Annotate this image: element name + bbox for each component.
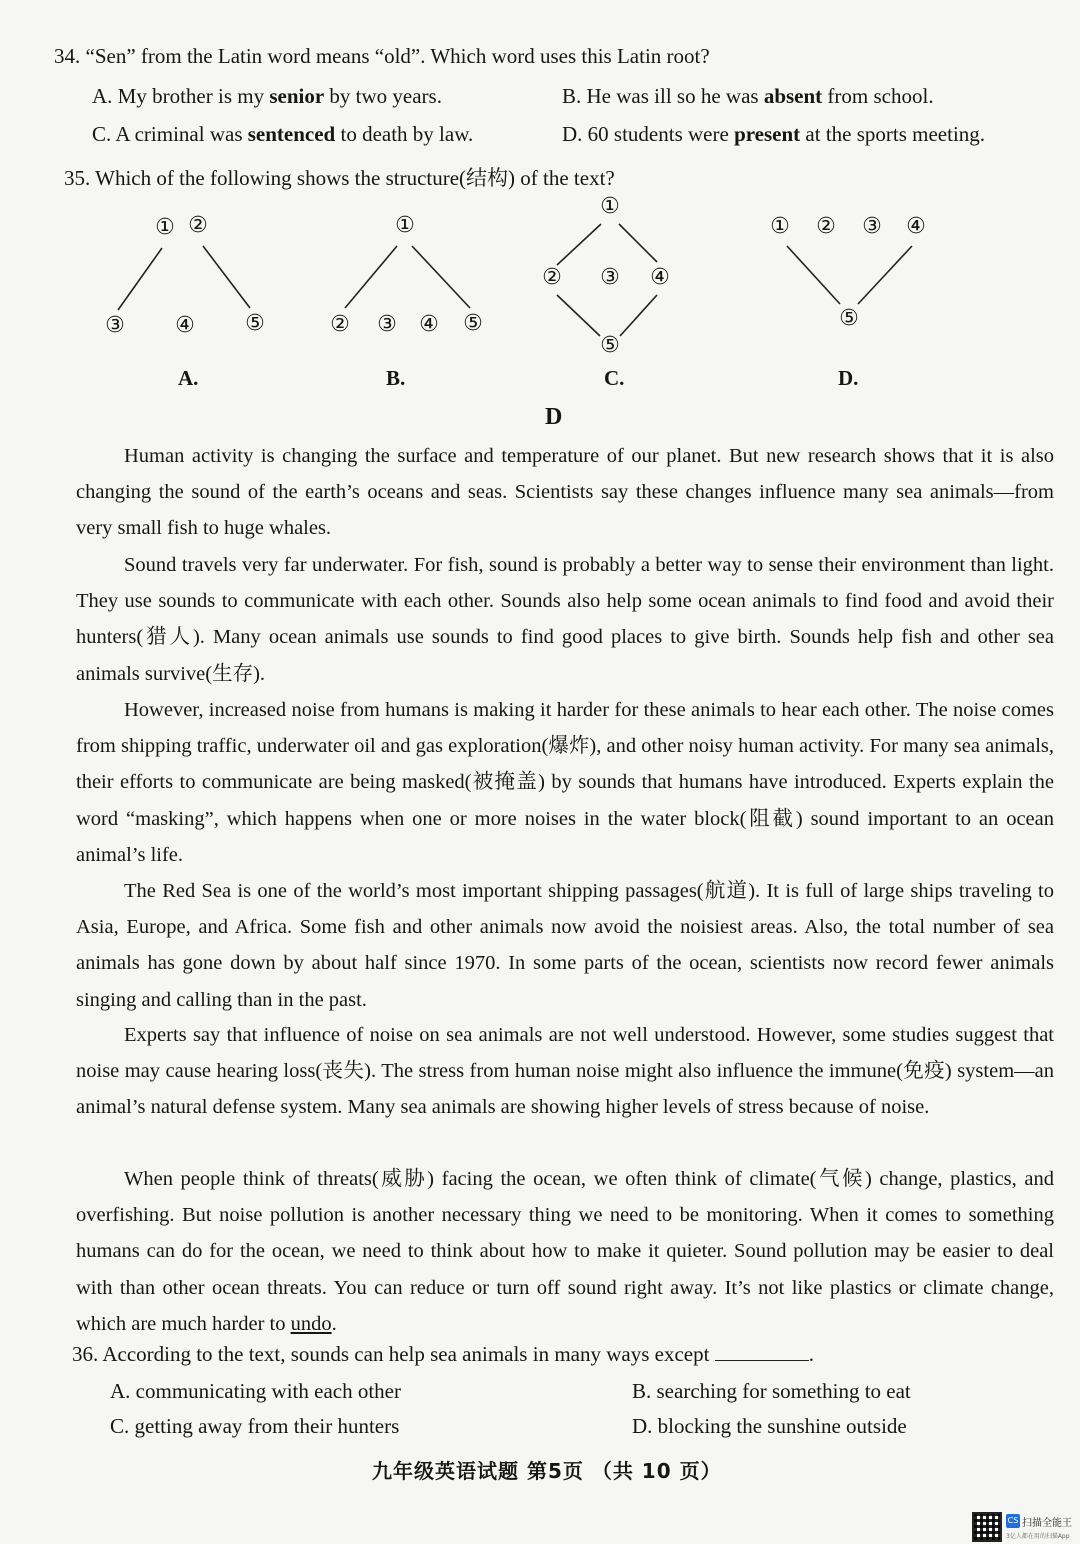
scanner-app-name: 扫描全能王 bbox=[1022, 1518, 1072, 1529]
diagram-d-node-2: ② bbox=[816, 214, 836, 239]
passage-title: D bbox=[545, 404, 563, 430]
diagram-c-node-5: ⑤ bbox=[600, 333, 620, 358]
diagram-a-node-3: ③ bbox=[105, 313, 125, 338]
diagram-c-node-1: ① bbox=[600, 194, 620, 219]
diagram-d bbox=[770, 214, 926, 331]
passage-paragraph-3: However, increased noise from humans is making it harder for these animals to hear each other. The noise comes from shipping traffic, underwater oil and gas exploration(爆炸), and other noisy human activity. For many sea animals, their efforts to communicate are being masked(被掩盖) by sounds that humans have introduced. Experts explain the word “masking”, which happens when one or more noises in the water block(阻截) sound important to an ocean animal’s life. bbox=[76, 699, 1054, 866]
diagram-c-line bbox=[619, 224, 657, 262]
diagram-b-node-5: ⑤ bbox=[463, 311, 483, 336]
diagram-d-label: D. bbox=[838, 366, 859, 390]
q34-option-c: C. A criminal was sentenced to death by law. bbox=[92, 122, 474, 146]
passage-paragraph-4: The Red Sea is one of the world’s most important shipping passages(航道). It is full of large ships traveling to Asia, Europe, and Africa. Some fish and other animals now avoid the noisiest areas. Also, the total number of sea animals has gone down by about half since 1970. In some parts of the ocean, scientists now record fewer animals singing and calling than in the past. bbox=[76, 880, 1054, 1011]
diagram-d-node-1: ① bbox=[770, 214, 790, 239]
diagram-a-line bbox=[118, 248, 162, 310]
q34-option-a: A. My brother is my senior by two years. bbox=[92, 84, 442, 108]
diagram-b-label: B. bbox=[386, 366, 406, 390]
diagram-d-node-4: ④ bbox=[906, 214, 926, 239]
diagram-b bbox=[330, 213, 483, 337]
diagram-b-node-4: ④ bbox=[419, 312, 439, 337]
passage-paragraph-5: Experts say that influence of noise on sea animals are not well understood. However, some studies suggest that noise may cause hearing loss(丧失). The stress from human noise might also influence the immune(免疫) system—an animal’s natural defense system. Many sea animals are showing higher levels of stress because of noise. bbox=[76, 1024, 1054, 1119]
diagram-d-node-3: ③ bbox=[862, 214, 882, 239]
q34-option-b: B. He was ill so he was absent from school. bbox=[562, 84, 934, 108]
q34-option-d: D. 60 students were present at the sports meeting. bbox=[562, 122, 986, 146]
q36-option-d: D. blocking the sunshine outside bbox=[632, 1414, 907, 1438]
diagram-b-node-1: ① bbox=[395, 213, 415, 238]
passage-paragraph-2: Sound travels very far underwater. For fish, sound is probably a better way to sense their environment than light. They use sounds to communicate with each other. Sounds also help some ocean animals to find food and avoid their hunters(猎人). Many ocean animals use sounds to find good places to give birth. Sounds help fish and other sea animals survive(生存). bbox=[76, 554, 1054, 685]
diagram-c-line bbox=[620, 295, 657, 336]
diagram-a-node-1: ① bbox=[155, 215, 175, 240]
diagram-b-node-3: ③ bbox=[377, 312, 397, 337]
diagram-d-line bbox=[858, 246, 912, 304]
diagram-b-node-2: ② bbox=[330, 312, 350, 337]
diagram-c-label: C. bbox=[604, 366, 625, 390]
diagram-b-line bbox=[345, 246, 397, 308]
diagram-c-node-2: ② bbox=[542, 265, 562, 290]
diagram-a bbox=[105, 213, 265, 338]
passage-paragraph-1: Human activity is changing the surface and temperature of our planet. But new research shows that it is also changing the sound of the earth’s oceans and seas. Scientists say these changes influence many sea animals—from very small fish to huge whales. bbox=[76, 445, 1054, 540]
diagram-a-line bbox=[203, 246, 250, 308]
diagram-d-node-5: ⑤ bbox=[839, 306, 859, 331]
q36-option-c: C. getting away from their hunters bbox=[110, 1414, 400, 1438]
page-footer: 九年级英语试题 第5页 （共 10 页） bbox=[372, 1459, 722, 1483]
diagram-a-node-2: ② bbox=[188, 213, 208, 238]
diagram-c-node-3: ③ bbox=[600, 265, 620, 290]
underlined-word: undo bbox=[290, 1312, 332, 1335]
diagram-a-node-4: ④ bbox=[175, 313, 195, 338]
answer-blank bbox=[715, 1344, 809, 1361]
q36-stem: 36. According to the text, sounds can help sea animals in many ways except . bbox=[72, 1342, 814, 1366]
scanner-app-tagline: 3亿人都在用的扫描App bbox=[1006, 1533, 1070, 1540]
diagram-c-line bbox=[557, 224, 601, 265]
diagram-a-label: A. bbox=[178, 366, 199, 390]
diagram-b-line bbox=[412, 246, 470, 308]
q35-stem: 35. Which of the following shows the structure(结构) of the text? bbox=[64, 166, 615, 190]
passage-paragraph-6: When people think of threats(威胁) facing the ocean, we often think of climate(气候) change, plastics, and overfishing. But noise pollution is another necessary thing we need to be monitoring. When it comes to something humans can do for the ocean, we need to think about how to make it quieter. Sound pollution may be easier to deal with than other ocean threats. You can reduce or turn off sound right away. It’s not like plastics or climate change, which are much harder to undo. bbox=[76, 1168, 1054, 1335]
q36-option-a: A. communicating with each other bbox=[110, 1379, 401, 1403]
diagram-a-node-5: ⑤ bbox=[245, 311, 265, 336]
cs-logo-icon: CS bbox=[1006, 1514, 1020, 1528]
q36-option-b: B. searching for something to eat bbox=[632, 1379, 911, 1403]
diagram-c bbox=[542, 194, 670, 358]
diagram-c-node-4: ④ bbox=[650, 265, 670, 290]
qr-code-icon bbox=[972, 1512, 1002, 1542]
diagram-d-line bbox=[787, 246, 840, 304]
diagram-c-line bbox=[557, 295, 600, 336]
q34-stem: 34. “Sen” from the Latin word means “old”. Which word uses this Latin root? bbox=[54, 44, 710, 68]
